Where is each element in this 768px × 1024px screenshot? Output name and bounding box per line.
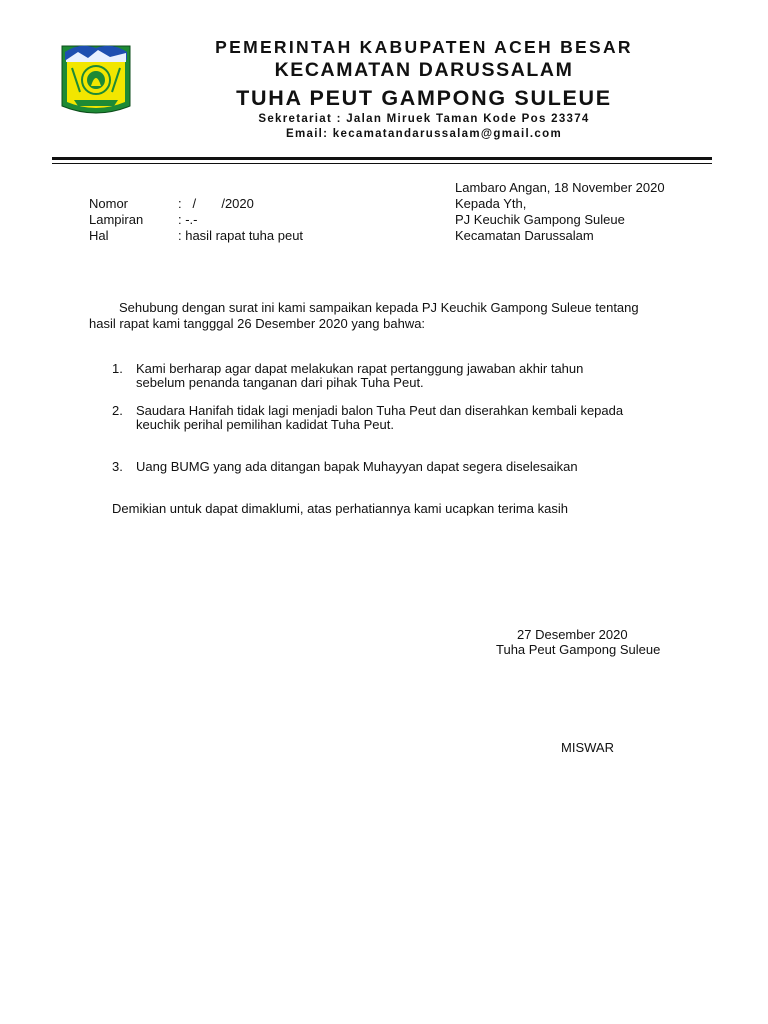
list-item-number: 3.: [112, 459, 123, 474]
list-item-number: 2.: [112, 403, 123, 418]
place-date: Lambaro Angan, 18 November 2020: [455, 180, 665, 195]
aceh-besar-emblem-icon: [60, 40, 132, 116]
list-item-line: Saudara Hanifah tidak lagi menjadi balon Tuha Peut dan diserahkan kembali kepada: [136, 403, 624, 418]
list-item-line: Kami berharap agar dapat melakukan rapat pertanggung jawaban akhir tahun: [136, 361, 584, 376]
list-item-number: 1.: [112, 361, 123, 376]
field-label-nomor: Nomor: [89, 196, 129, 211]
letterhead-rule-thin: [52, 163, 712, 164]
field-value-nomor: : / /2020: [178, 196, 254, 211]
recipient-line: Kecamatan Darussalam: [455, 228, 594, 243]
field-value-hal: : hasil rapat tuha peut: [178, 228, 304, 243]
signature-organization: Tuha Peut Gampong Suleue: [496, 642, 661, 657]
signer-name: MISWAR: [561, 740, 614, 755]
letterhead-secretariat: Sekretariat : Jalan Miruek Taman Kode Pos 23374: [258, 113, 590, 125]
signature-date: 27 Desember 2020: [517, 627, 628, 642]
letterhead-organization: TUHA PEUT GAMPONG SULEUE: [236, 86, 612, 110]
letterhead-email: Email: kecamatandarussalam@gmail.com: [286, 128, 562, 140]
list-item-line: Uang BUMG yang ada ditangan bapak Muhayyan dapat segera diselesaikan: [136, 459, 578, 474]
field-label-hal: Hal: [89, 228, 109, 243]
field-value-lampiran: : -.-: [178, 212, 198, 227]
recipient-line: Kepada Yth,: [455, 196, 527, 211]
opening-paragraph-line: Sehubung dengan surat ini kami sampaikan kepada PJ Keuchik Gampong Suleue tentang: [119, 300, 639, 315]
field-label-lampiran: Lampiran: [89, 212, 144, 227]
letterhead-district: KECAMATAN DARUSSALAM: [274, 59, 574, 81]
recipient-line: PJ Keuchik Gampong Suleue: [455, 212, 625, 227]
letterhead-government: PEMERINTAH KABUPATEN ACEH BESAR: [215, 37, 633, 57]
list-item-line: sebelum penanda tanganan dari pihak Tuha Peut.: [136, 375, 424, 390]
list-item-line: keuchik perihal pemilihan kadidat Tuha Peut.: [136, 417, 394, 432]
opening-paragraph-line: hasil rapat kami tangggal 26 Desember 2020 yang bahwa:: [89, 316, 426, 331]
closing-sentence: Demikian untuk dapat dimaklumi, atas perhatiannya kami ucapkan terima kasih: [112, 501, 568, 516]
letterhead-rule-thick: [52, 157, 712, 160]
